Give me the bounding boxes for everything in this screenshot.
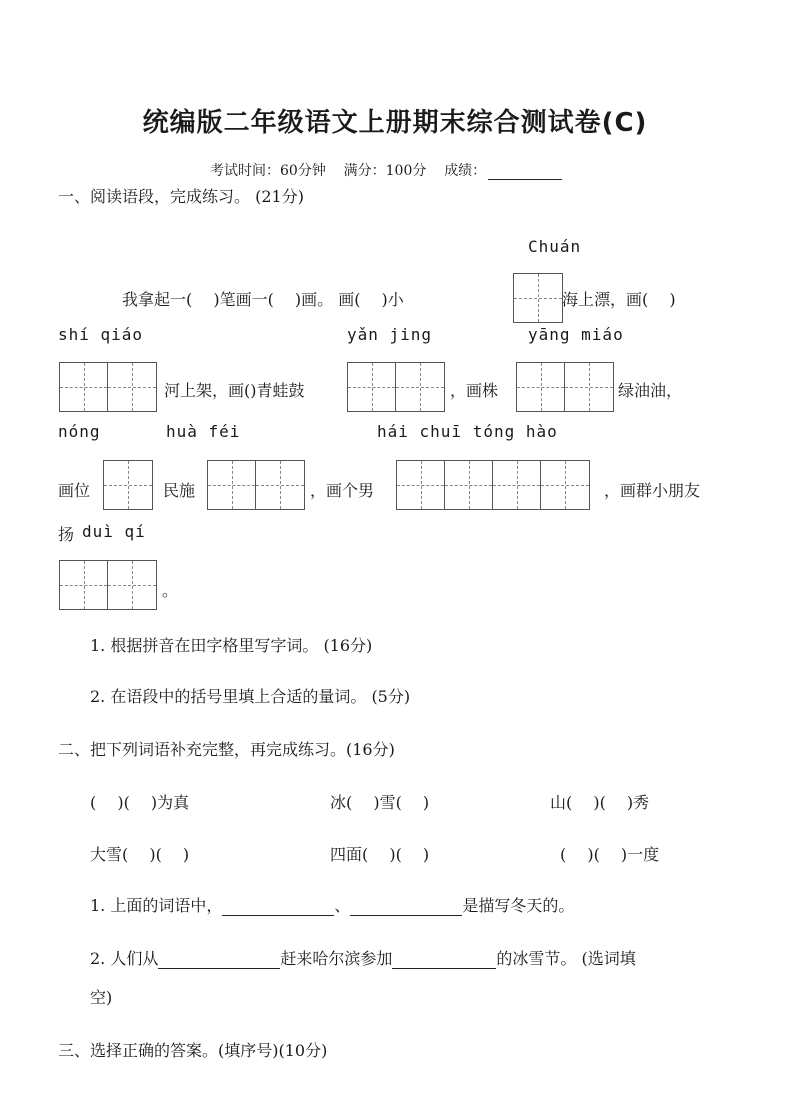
passage-line2-b: ，画株	[450, 381, 499, 400]
s2q1-text-b: 、	[334, 896, 351, 915]
exam-meta	[210, 160, 562, 180]
passage-line2-c: 绿油油，	[618, 381, 683, 400]
idiom-1-1: ( )( )为真	[90, 793, 190, 812]
s2q1-text-a: 1. 上面的词语中，	[90, 896, 223, 915]
tianzige-nong[interactable]	[103, 460, 153, 510]
pinyin-huafei: huà féi	[166, 422, 241, 441]
section2-question2	[90, 946, 636, 969]
passage-line3-a: 画位	[58, 481, 91, 500]
pinyin-duiqi: duì qí	[82, 522, 146, 541]
pinyin-chuan: Chuán	[528, 237, 582, 256]
passage-line4-a: 扬	[58, 525, 75, 544]
pinyin-shiqiao: shí qiáo	[58, 325, 144, 344]
passage-line2-a: 河上架，画()青蛙鼓	[164, 381, 305, 400]
page-title: 统编版二年级语文上册期末综合测试卷(C)	[142, 108, 648, 138]
idiom-1-3: 山( )( )秀	[550, 793, 650, 812]
s2q2-text-a: 2. 人们从	[90, 949, 159, 968]
idiom-2-3: ( )( )一度	[560, 845, 660, 864]
passage-line3-b: 民施	[163, 481, 196, 500]
passage-line5-end: 。	[162, 581, 179, 600]
passage-line3-d: ，画群小朋友	[604, 481, 701, 500]
tianzige-duiqi[interactable]	[59, 560, 157, 610]
s2q1-text-c: 是描写冬天的。	[462, 896, 575, 915]
section1-question2: 2. 在语段中的括号里填上合适的量词。 (5分)	[90, 687, 411, 706]
grade-blank[interactable]	[488, 165, 562, 180]
s2q2-text-c: 的冰雪节。 (选词填	[496, 949, 636, 968]
s2q2-text-b: 赶来哈尔滨参加	[280, 949, 393, 968]
passage-line1-a: 我拿起一( )笔画一( )画。 画( )小	[122, 290, 404, 309]
grade-label: 成绩：	[444, 163, 487, 179]
pinyin-nong: nóng	[58, 422, 101, 441]
tianzige-chuan[interactable]	[513, 273, 563, 323]
idiom-2-2: 四面( )( )	[330, 845, 430, 864]
score-label: 满分：100分	[343, 163, 427, 179]
tianzige-huafei[interactable]	[207, 460, 305, 510]
section1-heading: 一、阅读语段，完成练习。 (21分)	[58, 187, 304, 206]
s2q1-blank-1[interactable]	[222, 899, 334, 916]
s2q1-blank-2[interactable]	[350, 899, 462, 916]
pinyin-haichuitonghao: hái chuī tóng hào	[377, 422, 558, 441]
s2q2-blank-2[interactable]	[392, 952, 496, 969]
pinyin-yanjing: yǎn jing	[347, 325, 433, 344]
s2q2-text-d: 空)	[90, 988, 113, 1007]
tianzige-shiqiao[interactable]	[59, 362, 157, 412]
section2-question1	[90, 893, 574, 916]
section2-heading: 二、把下列词语补充完整，再完成练习。(16分)	[58, 740, 395, 759]
passage-line1-b: 海上漂，画( )	[562, 290, 676, 309]
s2q2-blank-1[interactable]	[158, 952, 280, 969]
time-label: 考试时间：60分钟	[210, 163, 326, 179]
tianzige-yangmiao[interactable]	[516, 362, 614, 412]
section3-heading: 三、选择正确的答案。(填序号)(10分)	[58, 1041, 328, 1060]
tianzige-yanjing[interactable]	[347, 362, 445, 412]
pinyin-yangmiao: yāng miáo	[528, 325, 624, 344]
idiom-1-2: 冰( )雪( )	[330, 793, 430, 812]
section1-question1: 1. 根据拼音在田字格里写字词。 (16分)	[90, 636, 373, 655]
passage-line3-c: ，画个男	[310, 481, 375, 500]
idiom-2-1: 大雪( )( )	[90, 845, 190, 864]
tianzige-haichuitonghao[interactable]	[396, 460, 590, 510]
